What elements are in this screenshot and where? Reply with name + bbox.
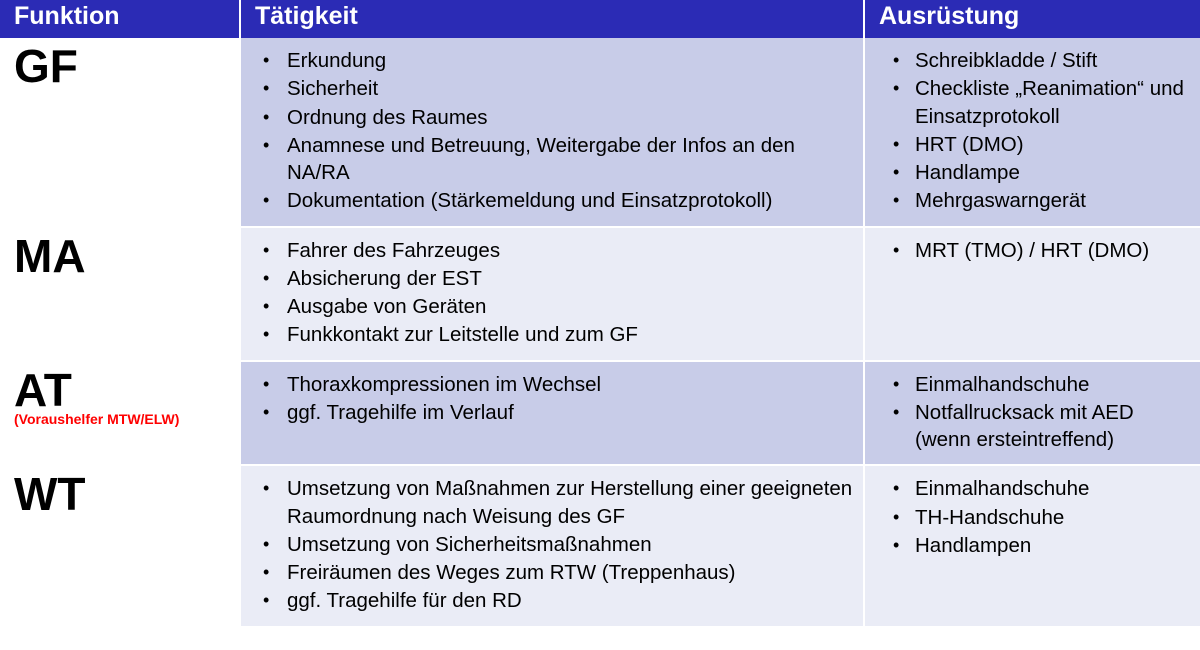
list-item: • Freiräumen des Weges zum RTW (Treppenhaus) (247, 559, 855, 586)
equipment-list (865, 38, 1200, 226)
list-item: • Thoraxkompressionen im Wechsel (247, 371, 855, 398)
equipment-list (865, 466, 1200, 570)
list-item: • Ordnung des Raumes (247, 104, 855, 131)
function-cell-gf (0, 38, 240, 227)
equipment-cell-gf (864, 38, 1200, 227)
list-item: • TH-Handschuhe (883, 504, 1192, 531)
task-cell-at (240, 361, 864, 466)
list-item: • Umsetzung von Maßnahmen zur Herstellung einer geeigneten Raumordnung nach Weisung des GF (247, 475, 855, 530)
list-item: • Notfallrucksack mit AED (wenn ersteintreffend) (883, 399, 1192, 454)
bottom-spacer (0, 628, 1200, 650)
list-item: • Einmalhandschuhe (883, 371, 1192, 398)
list-item: • Anamnese und Betreuung, Weitergabe der Infos an den NA/RA (247, 132, 855, 187)
equipment-cell-wt (864, 465, 1200, 626)
equipment-cell-at (864, 361, 1200, 466)
column-header-equipment: Ausrüstung (864, 0, 1200, 38)
list-item: • ggf. Tragehilfe im Verlauf (247, 399, 855, 426)
list-item: • Funkkontakt zur Leitstelle und zum GF (247, 321, 855, 348)
task-cell-gf (240, 38, 864, 227)
list-item: • Einmalhandschuhe (883, 475, 1192, 502)
list-item: • ggf. Tragehilfe für den RD (247, 587, 855, 614)
column-header-task: Tätigkeit (240, 0, 864, 38)
function-subtitle: (Voraushelfer MTW/ELW) (14, 410, 180, 427)
task-cell-ma (240, 227, 864, 361)
table-body (0, 38, 1200, 627)
list-item: • Checkliste „Reanimation“ und Einsatzprotokoll (883, 75, 1192, 130)
column-header-function: Funktion (0, 0, 240, 38)
table-row (0, 361, 1200, 466)
list-item: • MRT (TMO) / HRT (DMO) (883, 237, 1192, 264)
list-item: • Schreibkladde / Stift (883, 47, 1192, 74)
table-row (0, 38, 1200, 227)
list-item: • Umsetzung von Sicherheitsmaßnahmen (247, 531, 855, 558)
list-item: • Absicherung der EST (247, 265, 855, 292)
task-list (241, 38, 863, 226)
list-item: • Mehrgaswarngerät (883, 187, 1192, 214)
table-row (0, 227, 1200, 361)
list-item: • Dokumentation (Stärkemeldung und Einsatzprotokoll) (247, 187, 855, 214)
task-list (241, 362, 863, 438)
equipment-list (865, 228, 1200, 275)
function-cell-wt (0, 465, 240, 626)
function-code: GF (14, 40, 78, 92)
equipment-list (865, 362, 1200, 465)
function-code: MA (14, 229, 86, 282)
function-code: AT (14, 363, 72, 416)
function-cell-ma (0, 227, 240, 361)
equipment-cell-ma (864, 227, 1200, 361)
list-item: • Handlampen (883, 532, 1192, 559)
function-code: WT (14, 468, 86, 521)
table-row (0, 465, 1200, 626)
table-header (0, 0, 1200, 38)
task-list (241, 228, 863, 360)
list-item: • Sicherheit (247, 75, 855, 102)
function-cell-at (0, 361, 240, 466)
task-list (241, 466, 863, 625)
list-item: • Handlampe (883, 159, 1192, 186)
list-item: • Fahrer des Fahrzeuges (247, 237, 855, 264)
task-cell-wt (240, 465, 864, 626)
list-item: • Ausgabe von Geräten (247, 293, 855, 320)
list-item: • HRT (DMO) (883, 131, 1192, 158)
list-item: • Erkundung (247, 47, 855, 74)
table-header-row (0, 0, 1200, 38)
